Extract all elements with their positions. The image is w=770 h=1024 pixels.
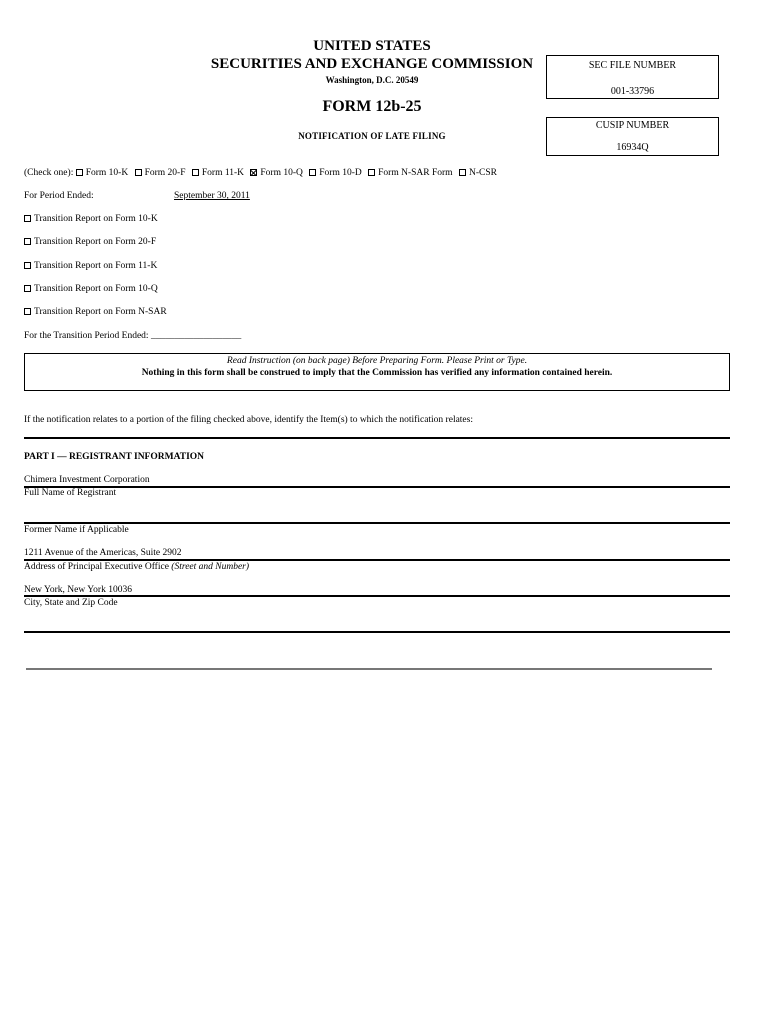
transition-period-label: For the Transition Period Ended: [24, 331, 149, 341]
checkbox-icon[interactable] [135, 169, 142, 176]
notice-instruction-line: Read Instruction (on back page) Before Preparing Form. Please Print or Type. [226, 356, 528, 366]
registrant-name-label: Full Name of Registrant [24, 488, 117, 498]
checkbox-icon[interactable] [24, 262, 31, 269]
checkbox-icon[interactable] [24, 215, 31, 222]
divider [24, 631, 730, 633]
former-name-line[interactable] [24, 522, 730, 524]
checkbox-icon[interactable] [368, 169, 375, 176]
registrant-name-line [24, 486, 730, 488]
transition-period-field[interactable]: ___________________ [150, 331, 242, 341]
instruction-notice-box [24, 353, 730, 391]
city-line [24, 595, 730, 597]
address-label-row [24, 562, 249, 572]
cusip-number-value: 16934Q [616, 142, 649, 153]
cusip-number-label: CUSIP NUMBER [595, 120, 670, 131]
notice-disclaimer-line: Nothing in this form shall be construed to imply that the Commission has verified any information contained herein. [141, 368, 613, 378]
transition-period-row [24, 331, 241, 341]
option-form-10k[interactable]: Form 10-K [76, 168, 129, 178]
period-ended-label: For Period Ended: [24, 191, 94, 201]
header-sec-commission: SECURITIES AND EXCHANGE COMMISSION [210, 56, 534, 72]
city-value[interactable]: New York, New York 10036 [24, 585, 132, 595]
registrant-name-value[interactable]: Chimera Investment Corporation [24, 475, 150, 485]
divider [24, 437, 730, 439]
check-one-row [24, 168, 501, 178]
header-united-states: UNITED STATES [313, 38, 431, 54]
address-label: Address of Principal Executive Office [24, 562, 169, 572]
check-one-label: (Check one): [24, 168, 74, 178]
part1-title: PART I — REGISTRANT INFORMATION [24, 452, 205, 462]
address-line [24, 559, 730, 561]
checkbox-icon[interactable] [459, 169, 466, 176]
sec-file-number-box [546, 55, 719, 99]
checkbox-icon[interactable] [24, 285, 31, 292]
checked-checkbox-icon[interactable] [250, 169, 257, 176]
transition-report-11k[interactable]: Transition Report on Form 11-K [24, 261, 157, 271]
checkbox-icon[interactable] [76, 169, 83, 176]
address-label-note: (Street and Number) [171, 562, 250, 572]
former-name-label: Former Name if Applicable [24, 525, 129, 535]
option-form-nsar[interactable]: Form N-SAR Form [368, 168, 452, 178]
checkbox-icon[interactable] [24, 238, 31, 245]
option-form-11k[interactable]: Form 11-K [192, 168, 244, 178]
item-relates-text: If the notification relates to a portion of the filing checked above, identify the Item(s) to which the notification relates: [24, 415, 473, 425]
transition-report-nsar[interactable]: Transition Report on Form N-SAR [24, 307, 167, 317]
option-form-10q[interactable]: Form 10-Q [250, 168, 303, 178]
transition-report-10q[interactable]: Transition Report on Form 10-Q [24, 284, 158, 294]
option-ncsr[interactable]: N-CSR [459, 168, 497, 178]
address-value[interactable]: 1211 Avenue of the Americas, Suite 2902 [24, 548, 182, 558]
option-form-10d[interactable]: Form 10-D [309, 168, 362, 178]
page-divider [26, 668, 712, 670]
option-form-20f[interactable]: Form 20-F [135, 168, 186, 178]
form-subtitle: NOTIFICATION OF LATE FILING [298, 131, 446, 141]
transition-report-20f[interactable]: Transition Report on Form 20-F [24, 237, 156, 247]
period-ended-value: September 30, 2011 [174, 191, 250, 201]
form-title: FORM 12b-25 [322, 98, 422, 115]
checkbox-icon[interactable] [192, 169, 199, 176]
checkbox-icon[interactable] [24, 308, 31, 315]
sec-file-number-value: 001-33796 [610, 86, 655, 97]
checkbox-icon[interactable] [309, 169, 316, 176]
cusip-number-box [546, 117, 719, 156]
header-location: Washington, D.C. 20549 [325, 75, 419, 85]
sec-file-number-label: SEC FILE NUMBER [588, 60, 677, 71]
transition-report-10k[interactable]: Transition Report on Form 10-K [24, 214, 158, 224]
city-label: City, State and Zip Code [24, 598, 118, 608]
